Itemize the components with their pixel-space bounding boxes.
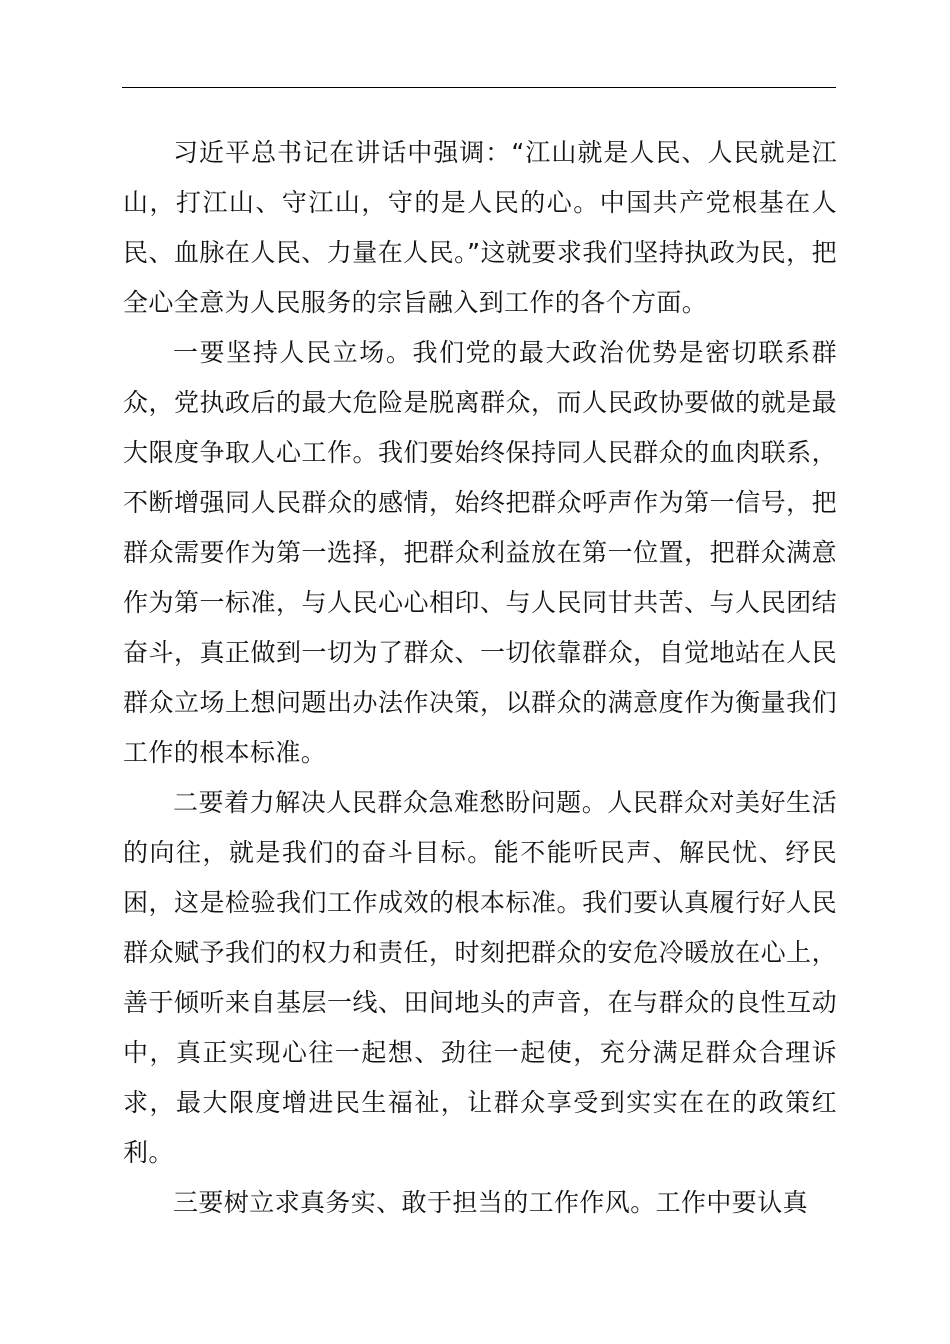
document-body [123, 128, 837, 1228]
paragraph-point-two: 二要着力解决人民群众急难愁盼问题。人民群众对美好生活的向往，就是我们的奋斗目标。能不能听民声、解民忧、纾民困，这是检验我们工作成效的根本标准。我们要认真履行好人民群众赋予我们的权力和责任，时刻把群众的安危冷暖放在心上，善于倾听来自基层一线、田间地头的声音，在与群众的良性互动中，真正实现心往一起想、劲往一起使，充分满足群众合理诉求，最大限度增进民生福祉，让群众享受到实实在在的政策红利。 [123, 788, 837, 1167]
paragraph-point-three: 三要树立求真务实、敢于担当的工作作风。工作中要认真 [173, 1188, 809, 1217]
paragraph-point-one: 一要坚持人民立场。我们党的最大政治优势是密切联系群众，党执政后的最大危险是脱离群众，而人民政协要做的就是最大限度争取人心工作。我们要始终保持同人民群众的血肉联系，不断增强同人民群众的感情，始终把群众呼声作为第一信号，把群众需要作为第一选择，把群众利益放在第一位置，把群众满意作为第一标准，与人民心心相印、与人民同甘共苦、与人民团结奋斗，真正做到一切为了群众、一切依靠群众，自觉地站在人民群众立场上想问题出办法作决策，以群众的满意度作为衡量我们工作的根本标准。 [123, 338, 837, 767]
header-rule [122, 87, 836, 88]
paragraph-intro-quote: 习近平总书记在讲话中强调：“江山就是人民、人民就是江山，打江山、守江山，守的是人民的心。中国共产党根基在人民、血脉在人民、力量在人民。”这就要求我们坚持执政为民，把全心全意为人民服务的宗旨融入到工作的各个方面。 [123, 138, 837, 317]
